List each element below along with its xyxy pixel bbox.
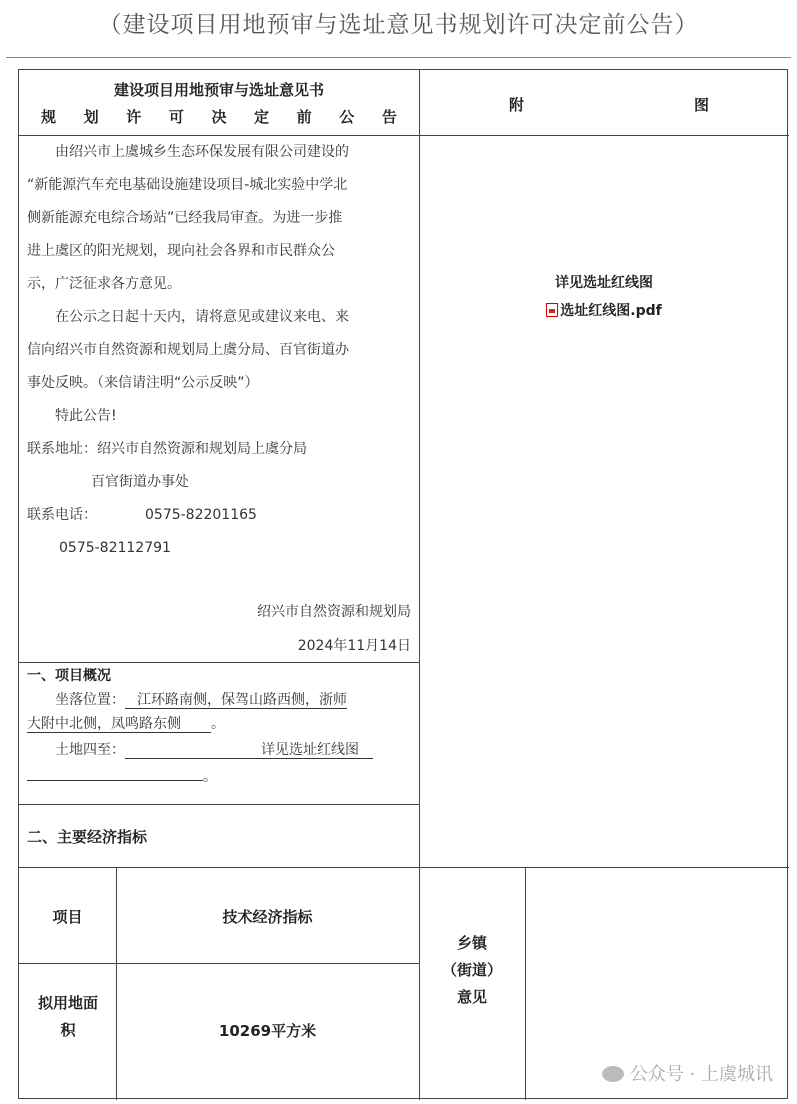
grid-hline-row — [19, 963, 419, 964]
header-char: 划 — [83, 108, 99, 126]
page-title: （建设项目用地预审与选址意见书规划许可决定前公告） — [98, 12, 699, 38]
header-char: 前 — [296, 108, 312, 126]
header-char: 可 — [168, 108, 184, 126]
body-line: 进上虞区的阳光规划，现向社会各界和市民群众公 — [27, 243, 335, 259]
section2-title: 二、主要经济指标 — [27, 828, 148, 846]
phone-value-2: 0575-82112791 — [59, 540, 171, 556]
issuer: 绍兴市自然资源和规划局 — [257, 604, 411, 620]
col-item-header: 项目 — [52, 908, 83, 926]
header-char: 决 — [211, 108, 227, 126]
announcement-body — [27, 136, 415, 565]
header-char: 告 — [381, 108, 397, 126]
land-boundary-row-2 — [27, 764, 415, 787]
land-boundary-value: 详见选址红线图 — [125, 742, 373, 759]
grid-vline-town — [525, 867, 526, 1100]
header-char: 公 — [339, 108, 355, 126]
phone-label: 联系电话： — [27, 507, 97, 523]
town-opinion-line: 意见 — [456, 988, 487, 1006]
phone-value-1: 0575-82201165 — [145, 507, 257, 523]
location-label: 坐落位置： — [55, 692, 125, 708]
contact-address — [27, 433, 415, 466]
pdf-icon — [546, 303, 558, 317]
town-opinion-label — [419, 930, 525, 1011]
header-left-line1: 建设项目用地预审与选址意见书 — [113, 81, 324, 99]
header-char: 许 — [126, 108, 142, 126]
section1-title: 一、项目概况 — [27, 668, 111, 684]
title-divider — [6, 57, 791, 58]
section-project-overview — [27, 664, 415, 787]
body-line: 信向绍兴市自然资源和规划局上虞分局、百官街道办 — [27, 342, 349, 358]
wechat-icon — [602, 1066, 624, 1082]
header-right — [509, 94, 709, 115]
location-value-1: 江环路南侧，保驾山路西侧，浙师 — [125, 692, 347, 709]
body-line: 侧新能源充电综合场站”已经我局审查。为进一步推 — [27, 210, 343, 226]
grid-vline-item — [116, 867, 117, 1100]
grid-hline-sec1 — [19, 804, 419, 805]
watermark — [602, 1060, 773, 1086]
land-boundary-label: 土地四至： — [55, 742, 125, 758]
town-opinion-line: （街道） — [441, 961, 502, 979]
contact-phone — [27, 499, 415, 532]
header-left — [19, 70, 419, 135]
col-indicator-header: 技术经济指标 — [222, 908, 313, 926]
body-line: 事处反映。（来信请注明“公示反映”） — [27, 375, 259, 391]
location-row-2 — [27, 712, 415, 736]
header-char: 定 — [254, 108, 270, 126]
grid-hline-sec2 — [19, 867, 789, 868]
body-line: 由绍兴市上虞城乡生态环保发展有限公司建设的 — [55, 144, 349, 160]
attachment-file-link[interactable] — [419, 300, 789, 320]
address-line2: 百官街道办事处 — [91, 474, 189, 490]
body-line: 示，广泛征求各方意见。 — [27, 276, 181, 292]
header-left-line2 — [41, 106, 397, 127]
location-period: 。 — [211, 716, 225, 732]
land-boundary-row — [27, 736, 415, 764]
announcement-table — [18, 69, 788, 1099]
body-line: 在公示之日起十天内，请将意见或建议来电、来 — [55, 309, 349, 325]
header-right-char: 图 — [693, 96, 709, 114]
land-boundary-blank — [27, 764, 203, 781]
special-notice: 特此公告! — [55, 408, 117, 424]
header-char: 规 — [41, 108, 57, 126]
row-label-land-area: 拟用地面积 — [37, 994, 98, 1039]
row-value-land-area: 10269平方米 — [218, 1022, 317, 1040]
location-value-2: 大附中北侧，凤鸣路东侧 — [27, 716, 211, 733]
issue-date: 2024年11月14日 — [297, 638, 411, 654]
location-row — [27, 688, 415, 712]
body-line: “新能源汽车充电基础设施建设项目-城北实验中学北 — [27, 177, 348, 193]
address-label: 联系地址： — [27, 441, 97, 457]
watermark-text: 公众号 · 上虞城讯 — [629, 1064, 773, 1085]
land-boundary-period: 。 — [203, 769, 217, 785]
town-opinion-line: 乡镇 — [456, 934, 487, 952]
header-right-char: 附 — [509, 96, 525, 114]
attachment-label: 详见选址红线图 — [555, 275, 653, 291]
attachment-file-name[interactable]: 选址红线图.pdf — [560, 303, 662, 319]
address-value: 绍兴市自然资源和规划局上虞分局 — [97, 441, 307, 457]
